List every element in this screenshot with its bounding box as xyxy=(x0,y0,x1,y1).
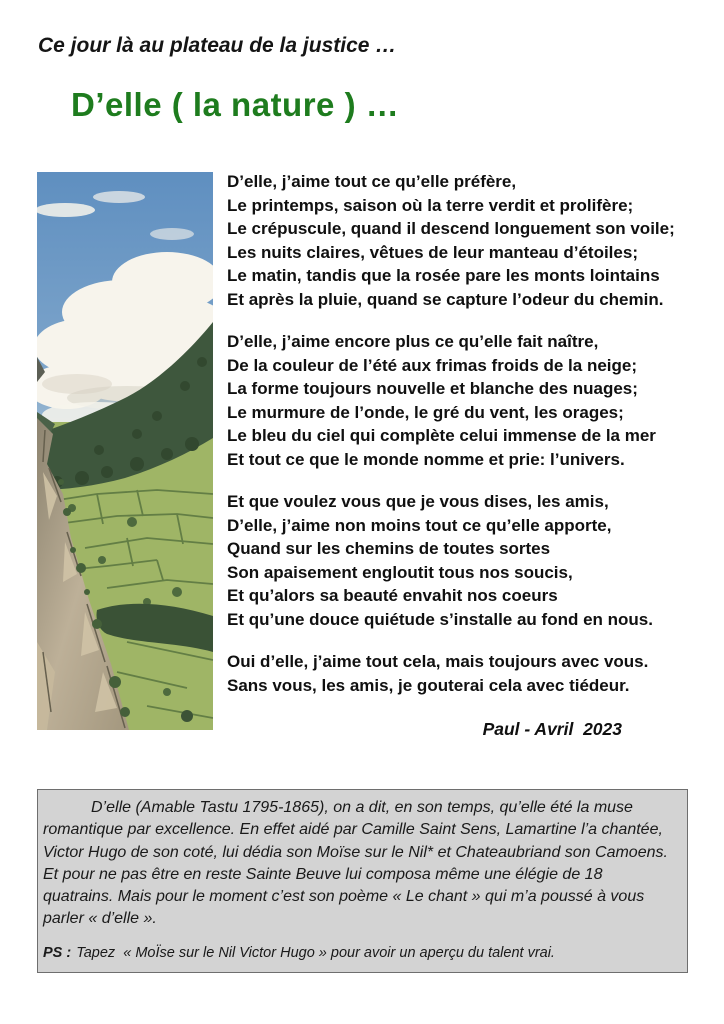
poem-stanza-3 xyxy=(227,490,679,631)
ps-label: PS : xyxy=(43,944,72,961)
page-title: D’elle ( la nature ) … xyxy=(71,86,400,123)
ps-text: Tapez « MoÏse sur le Nil Victor Hugo » pour avoir un aperçu du talent vrai. xyxy=(76,944,555,961)
poem-line: Oui d’elle, j’aime tout cela, mais toujours avec vous. xyxy=(227,652,649,671)
poem-line: Quand sur les chemins de toutes sortes xyxy=(227,539,551,558)
poem-stanza-2 xyxy=(227,330,679,471)
footnote-text: D’elle (Amable Tastu 1795-1865), on a dit, en son temps, qu’elle été la muse romantique par excellence. En effet aidé par Camille Saint Sens, Lamartine l’a chantée, Victor Hugo de son coté, lui dédia son Moïse sur le Nil* et Chateaubriand son Camoens. Et pour ne pas être en reste Sainte Beuve lui composa même une élégie de 18 quatrains. Mais pour le moment c’est son poème « Le chant » qui m’a poussé à vous parler « d’elle ». xyxy=(43,799,668,928)
landscape-photo xyxy=(37,172,213,730)
poem-line: Le crépuscule, quand il descend longuement son voile; xyxy=(227,219,675,238)
page-subtitle: Ce jour là au plateau de la justice … xyxy=(38,34,397,57)
poem-line: D’elle, j’aime encore plus ce qu’elle fait naître, xyxy=(227,332,599,351)
poem-line: Les nuits claires, vêtues de leur manteau d’étoiles; xyxy=(227,242,638,262)
poem-line: Et qu’une douce quiétude s’installe au fond en nous. xyxy=(227,609,653,629)
poem-line: Le matin, tandis que la rosée pare les monts lointains xyxy=(227,266,660,285)
poem-signature: Paul - Avril 2023 xyxy=(482,719,622,739)
poem-line: D’elle, j’aime tout ce qu’elle préfère, xyxy=(227,172,517,191)
poem-line: De la couleur de l’été aux frimas froids de la neige; xyxy=(227,355,638,375)
poem-stanza-1 xyxy=(227,170,679,311)
poem-line: La forme toujours nouvelle et blanche des nuages; xyxy=(227,379,638,398)
poem-line: Le murmure de l’onde, le gré du vent, les orages; xyxy=(227,402,624,422)
poem-line: Et qu’alors sa beauté envahit nos coeurs xyxy=(227,586,558,605)
footnote-ps xyxy=(43,942,677,964)
poem-line: Et tout ce que le monde nomme et prie: l’univers. xyxy=(227,449,625,469)
poem xyxy=(227,170,679,742)
landscape-photo-illustration xyxy=(37,172,213,730)
poem-stanza-4 xyxy=(227,650,679,697)
poem-line: Le printemps, saison où la terre verdit et prolifère; xyxy=(227,195,634,215)
footnote-box xyxy=(37,789,688,973)
poem-line: Le bleu du ciel qui complète celui immense de la mer xyxy=(227,426,656,445)
poem-line: Sans vous, les amis, je gouterai cela avec tiédeur. xyxy=(227,675,630,695)
poem-line: Son apaisement engloutit tous nos soucis, xyxy=(227,562,573,582)
poem-line: Et que voulez vous que je vous dises, les amis, xyxy=(227,492,609,511)
poem-line: Et après la pluie, quand se capture l’odeur du chemin. xyxy=(227,289,664,309)
poem-line: D’elle, j’aime non moins tout ce qu’elle apporte, xyxy=(227,515,612,535)
